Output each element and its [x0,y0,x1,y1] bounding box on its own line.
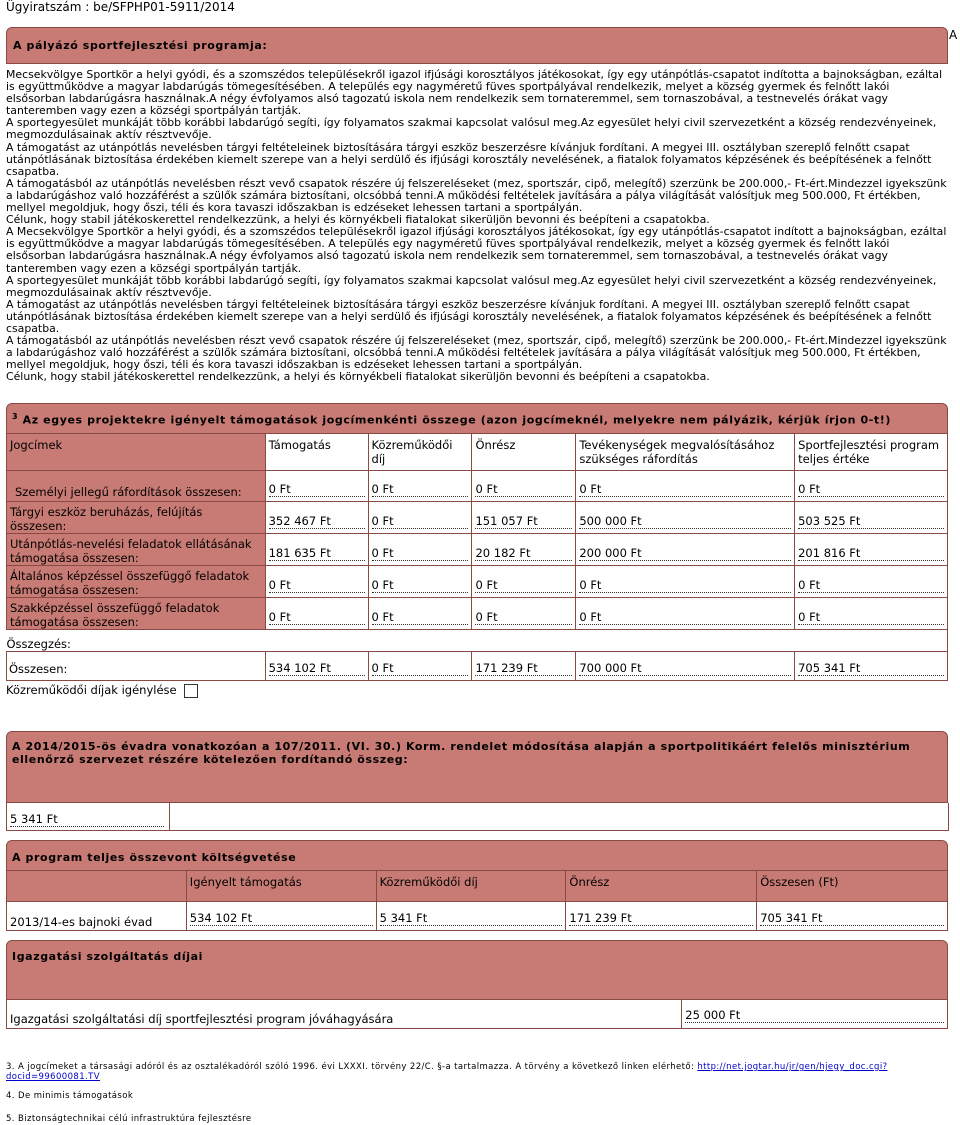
row-label: 2013/14-es bajnoki évad [7,902,187,931]
ministry-spacer [6,774,948,803]
column-header: Közreműködői díj [376,871,566,902]
amount-field[interactable]: 5 341 Ft [380,909,563,926]
amount-field[interactable]: 0 Ft [475,576,572,593]
amount-field[interactable]: 534 102 Ft [190,909,373,926]
program-section-header [6,27,948,64]
total-header-row [7,871,948,902]
fee-request-checkbox[interactable] [184,684,198,698]
amount-field[interactable]: 151 057 Ft [475,512,572,529]
column-header: Jogcímek [7,434,266,471]
amount-field[interactable]: 0 Ft [798,608,944,625]
admin-spacer [6,971,948,1000]
amount-field[interactable]: 0 Ft [372,512,469,529]
row-label: Tárgyi eszköz beruházás, felújítás összesen: [7,502,266,534]
total-amount[interactable]: 0 Ft [372,659,469,676]
program-section-title: A pályázó sportfejlesztési programja: [13,39,268,52]
table-row [7,534,948,566]
footnote-5: 5. Biztonságtechnikai célú infrastruktúra fejlesztésre [6,1114,252,1124]
total-section-title: A program teljes összevont költségvetése [12,851,297,864]
ministry-section-header [6,731,948,776]
ministry-empty-cell [169,803,949,831]
table-row [7,1000,948,1029]
summary-row [7,630,948,652]
fee-request-label: Közreműködői díjak igénylése [6,683,177,697]
ministry-section-title: A 2014/2015-ös évadra vonatkozóan a 107/2011. (VI. 30.) Korm. rendelet módosítása alapján a sportpolitikáért felelős minisztérium ellenőrző szervezet részére kötelezően fordítandó összeg: [12,740,911,766]
amount-field[interactable]: 181 635 Ft [269,544,365,561]
paragraph: A sportegyesület munkáját több korábbi labdarúgó segíti, így folyamatos szakmai kapcsolat valósul meg.Az egyesület helyi civil szervezetként a község rendezvényeinek, megmozdulásainak aktív résztvevője. [6,273,937,299]
admin-fee-table [6,999,948,1029]
amount-field[interactable]: 0 Ft [798,576,944,593]
column-header: Igényelt támogatás [186,871,376,902]
amount-field[interactable]: 171 239 Ft [569,909,753,926]
amount-field[interactable]: 0 Ft [475,608,572,625]
total-amount[interactable]: 171 239 Ft [475,659,572,676]
table-row [7,566,948,598]
amount-field[interactable]: 0 Ft [579,608,791,625]
summary-label: Összegzés: [7,630,948,652]
corner-letter: A [949,28,958,42]
amount-field[interactable]: 0 Ft [372,544,469,561]
amount-field[interactable]: 0 Ft [269,576,365,593]
costs-table [6,433,948,681]
total-section-header [6,840,948,872]
law-link[interactable]: http://net.jogtar.hu/jr/gen/hjegy_doc.cgi?docid=99600081.TV [6,1062,888,1082]
column-header: Önrész [472,434,576,471]
total-amount[interactable]: 705 341 Ft [798,659,944,676]
amount-field[interactable]: 0 Ft [475,480,572,497]
footnote-3: 3. A jogcímeket a társasági adóról és az osztalékadóról szóló 1996. évi LXXXI. törvény 22/C. §-a tartalmazza. A törvény a következő linken elérhető: http://net.jogtar.hu/jr/gen/hjegy_doc.cgi?docid=99600081.TV [6,1062,888,1082]
amount-field[interactable]: 0 Ft [579,480,791,497]
paragraph: A Mecsekvölgye Sportkör a helyi gyódi, és a szomszédos településekről igazol ifjúsági korosztályos játékosokat, így egy utánpótlás-csapatot indított a bajnokságban, ezáltal is együttműködve a magyar labdarúgás tömegesítésében. A település egy nagyméretű füves sportpályával rendelkezik, melyet a község gyermek és felnőtt lakói elsősorban labdarúgásra használnak.A négy évfolyamos alsó tagozatú iskola nem rendelkezik sem tornateremmel, sem tornaszobával, a testnevelés órákat vagy tanteremben vagy ezen a községi sportpályán tartják. [6,225,947,275]
amount-field[interactable]: 0 Ft [798,480,944,497]
costs-header-row [7,434,948,471]
fee-request-row [6,683,198,698]
amount-field[interactable]: 0 Ft [372,480,469,497]
table-row [7,502,948,534]
column-header: Támogatás [265,434,368,471]
paragraph: Célunk, hogy stabil játékoskerettel rendelkezzünk, a helyi és környékbeli fiatalokat sikerüljön bevonni és beépíteni a csapatokba. [6,370,710,384]
column-header: Összesen (Ft) [757,871,948,902]
admin-fee-amount[interactable]: 25 000 Ft [685,1006,944,1023]
table-row [7,598,948,630]
amount-field[interactable]: 0 Ft [579,576,791,593]
paragraph: A támogatást az utánpótlás nevelésben tárgyi feltételeinek biztosítására tárgyi eszköz beszerzésre kívánjuk fordítani. A megyei III. osztályban szereplő felnőtt csapat utánpótlásának biztosítása érdekében kiemelt szerepe van a helyi serdülő és ifjúsági korosztály nevelésének, a fiatalok folyamatos képzésének és beépítésének a felnőtt csapatba. [6,140,932,178]
row-label: Személyi jellegű ráfordítások összesen: [7,471,266,502]
amount-field[interactable]: 0 Ft [269,480,365,497]
admin-section-header [6,940,948,972]
footnote-ref: 3 [12,412,19,421]
paragraph: A sportegyesület munkáját több korábbi labdarúgó segíti, így folyamatos szakmai kapcsolat valósul meg.Az egyesület helyi civil szervezetként a község rendezvényeinek, megmozdulásainak aktív résztvevője. [6,116,937,142]
amount-field[interactable]: 20 182 Ft [475,544,572,561]
column-header [7,871,187,902]
amount-field[interactable]: 201 816 Ft [798,544,944,561]
total-amount[interactable]: 534 102 Ft [269,659,365,676]
costs-section-header [6,403,948,435]
amount-field[interactable]: 500 000 Ft [579,512,791,529]
ministry-value-cell [6,803,170,831]
costs-section-title: $^3$ Az egyes projektekre igényelt támogatások jogcímenkénti összege (azon jogcímeknél, melyekre nem pályázik, kérjük írjon 0-t!) [12,412,892,427]
total-amount[interactable]: 700 000 Ft [579,659,791,676]
row-label: Általános képzéssel összefüggő feladatok támogatása összesen: [7,566,266,598]
program-description [6,69,952,383]
paragraph: Célunk, hogy stabil játékoskerettel rendelkezzünk, a helyi és környékbeli fiatalokat sikerüljön bevonni és beépíteni a csapatokba. [6,213,710,227]
table-row [7,471,948,502]
document-id: Ügyiratszám : be/SFPHP01-5911/2014 [6,0,235,14]
amount-field[interactable]: 705 341 Ft [760,909,944,926]
amount-field[interactable]: 0 Ft [372,608,469,625]
paragraph: A támogatásból az utánpótlás nevelésben részt vevő csapatok részére új felszereléseket (mez, sportszár, cipő, melegítő) szerzünk be 200.000,- Ft-ért.Mindezzel igyekszünk a labdarúgáshoz való hozzáférést a szülők számára biztosítani, olcsóbbá tenni.A működési feltételek javítására a pálya világítását valósítjuk meg 500.000, Ft értékben, mellyel megoldjuk, hogy őszi, téli és kora tavaszi időszakban is edzéseket lehessen tartani a sportpályán. [6,334,947,372]
column-header: Sportfejlesztési program teljes értéke [795,434,948,471]
row-label: Szakképzéssel összefüggő feladatok támogatása összesen: [7,598,266,630]
amount-field[interactable]: 0 Ft [269,608,365,625]
total-label: Összesen: [7,652,266,681]
footnote-4: 4. De minimis támogatások [6,1091,134,1101]
paragraph: A támogatást az utánpótlás nevelésben tárgyi feltételeinek biztosítására tárgyi eszköz beszerzésre kívánjuk fordítani. A megyei III. osztályban szereplő felnőtt csapat utánpótlásának biztosítása érdekében kiemelt szerepe van a helyi serdülő és ifjúsági korosztály nevelésének, a fiatalok folyamatos képzésének és beépítésének a felnőtt csapatba. [6,297,932,335]
paragraph: Mecsekvölgye Sportkör a helyi gyódi, és a szomszédos településekről igazol ifjúsági korosztályos játékosokat, így egy utánpótlás-csapatot indította a bajnokságban, ezáltal is együttműködve a magyar labdarúgás tömegesítésében. A település egy nagyméretű füves sportpályával rendelkezik, melyet a község gyermek és felnőtt lakói elsősorban labdarúgásra használnak.A négy évfolyamos alsó tagozatú iskola nem rendelkezik sem tornateremmel, sem tornaszobával, a testnevelés órákat vagy tanteremben vagy ezen a községi sportpályán tartják. [6,68,943,118]
total-row [7,652,948,681]
table-row [7,902,948,931]
admin-section-title: Igazgatási szolgáltatás díjai [12,950,204,963]
amount-field[interactable]: 200 000 Ft [579,544,791,561]
paragraph: A támogatásból az utánpótlás nevelésben részt vevő csapatok részére új felszereléseket (mez, sportszár, cipő, melegítő) szerzünk be 200.000,- Ft-ért.Mindezzel igyekszünk a labdarúgáshoz való hozzáférést a szülők számára biztosítani, olcsóbbá tenni.A működési feltételek javítására a pálya világítását valósítjuk meg 500.000, Ft értékben, mellyel megoldjuk, hogy őszi, téli és kora tavaszi időszakban is edzéseket lehessen tartani a sportpályán. [6,176,947,215]
amount-field[interactable]: 0 Ft [372,576,469,593]
total-budget-table [6,870,948,931]
column-header: Önrész [566,871,757,902]
amount-field[interactable]: 352 467 Ft [269,512,365,529]
column-header: Tevékenységek megvalósításához szükséges ráfordítás [576,434,795,471]
ministry-amount[interactable]: 5 341 Ft [10,810,164,827]
row-label: Utánpótlás-nevelési feladatok ellátásának támogatása összesen: [7,534,266,566]
admin-fee-label: Igazgatási szolgáltatási díj sportfejlesztési program jóváhagyására [7,1000,682,1029]
column-header: Közreműködői díj [368,434,472,471]
amount-field[interactable]: 503 525 Ft [798,512,944,529]
